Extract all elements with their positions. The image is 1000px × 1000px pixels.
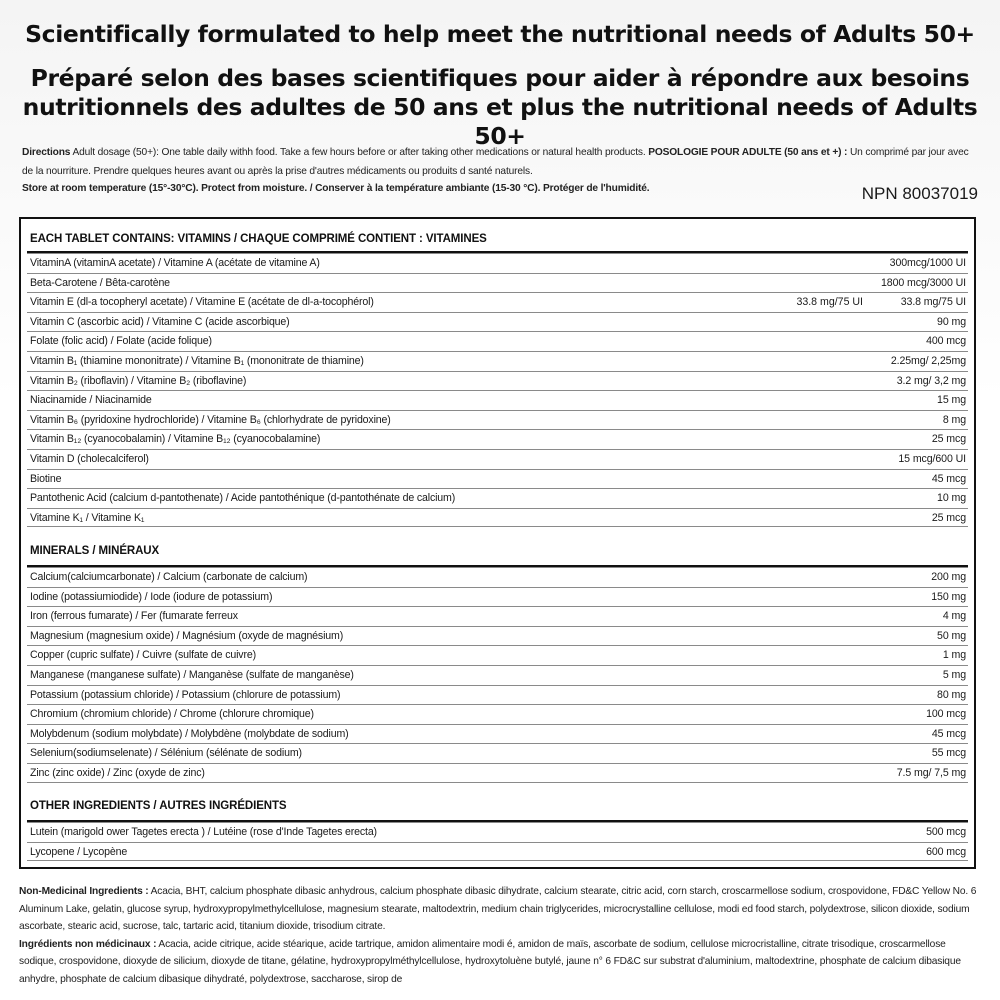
non-medicinal-en: [19, 883, 981, 936]
ingredient-row: [27, 390, 968, 410]
directions-text-en: Adult dosage (50+): One table daily withh food. Take a few hours before or after taking other medications or natural health products.: [70, 147, 649, 158]
ingredient-row: [27, 763, 968, 783]
ingredient-name: Pantothenic Acid (calcium d-pantothenate) / Acide pantothénique (d-pantothénate de calcium): [30, 492, 456, 505]
non-medicinal-label-en: Non-Medicinal Ingredients :: [19, 886, 149, 897]
non-medicinal-fr: [19, 936, 981, 989]
ingredient-name: Folate (folic acid) / Folate (acide folique): [30, 335, 212, 348]
ingredient-amount: 90 mg: [937, 315, 966, 328]
ingredient-name: Vitamin D (cholecalciferol): [30, 452, 149, 465]
ingredient-amount: 300mcg/1000 UI: [889, 257, 966, 269]
ingredient-amount: 100 mcg: [926, 708, 966, 721]
ingredient-name: Zinc (zinc oxide) / Zinc (oxyde de zinc): [30, 766, 205, 779]
headline-french: [0, 64, 1000, 151]
headline-french-line-1: Préparé selon des bases scientifiques pour aider à répondre aux besoins: [30, 64, 970, 92]
ingredient-amount: 45 mcg: [931, 472, 966, 485]
ingredient-name: Lutein (marigold ower Tagetes erecta ) / Lutéine (rose d'Inde Tagetes erecta): [30, 826, 377, 838]
vitamins-table: [27, 253, 968, 527]
ingredient-amount: 45 mcg: [931, 727, 966, 740]
ingredient-row: [27, 704, 968, 724]
ingredient-row: [27, 508, 968, 528]
ingredient-name: Molybdenum (sodium molybdate) / Molybdène (molybdate de sodium): [30, 727, 349, 740]
ingredient-amount: 1 mg: [942, 649, 966, 662]
ingredient-amount: 3.2 mg/ 3,2 mg: [896, 374, 966, 387]
ingredient-amount: 500 mcg: [926, 826, 966, 838]
ingredient-amount: 15 mcg/600 UI: [898, 452, 966, 465]
other-table: [27, 822, 968, 861]
ingredients-panel: [19, 217, 976, 869]
ingredient-row: [27, 253, 968, 273]
ingredient-name: VitaminA (vitaminA acetate) / Vitamine A (acétate de vitamine A): [30, 257, 320, 269]
ingredient-amount: 2.25mg/ 2,25mg: [890, 354, 966, 367]
ingredient-amount: 10 mg: [937, 492, 966, 505]
ingredient-row: [27, 587, 968, 607]
ingredient-name: Biotine: [30, 472, 62, 485]
ingredient-row: [27, 292, 968, 312]
ingredient-row: [27, 606, 968, 626]
ingredient-row: [27, 469, 968, 489]
ingredient-name: Vitamin E (dl-a tocopheryl acetate) / Vitamine E (acétate de dl-a-tocophérol): [30, 296, 374, 309]
vitamins-heading: EACH TABLET CONTAINS: VITAMINS / CHAQUE COMPRIMÉ CONTIENT : VITAMINES: [30, 233, 487, 245]
ingredient-row: [27, 626, 968, 646]
ingredient-amount: 50 mg: [937, 629, 966, 642]
non-medicinal-label-fr: Ingrédients non médicinaux :: [19, 938, 157, 950]
ingredient-amount: 25 mcg: [931, 511, 966, 524]
directions-text-fr: Un comprimé par jour avec de la nourriture. Prendre quelques heures avant ou après la prise d'autres médicaments ou produits d santé naturels.: [22, 147, 969, 177]
ingredient-name: Niacinamide / Niacinamide: [30, 394, 152, 407]
ingredient-name: Iron (ferrous fumarate) / Fer (fumarate ferreux: [30, 610, 238, 623]
ingredient-row: [27, 724, 968, 744]
ingredient-name: Vitamin B₆ (pyridoxine hydrochloride) / Vitamine B₆ (chlorhydrate de pyridoxine): [30, 413, 391, 426]
ingredient-amount: 400 mcg: [926, 335, 966, 348]
headline-english: Scientifically formulated to help meet the nutritional needs of Adults 50+: [25, 20, 975, 48]
ingredient-name: Beta-Carotene / Bêta-carotène: [30, 276, 170, 289]
ingredient-amount: 4 mg: [942, 610, 966, 623]
directions-text: [22, 143, 982, 181]
ingredient-row: [27, 312, 968, 332]
ingredient-amount: 200 mg: [931, 571, 966, 583]
ingredient-amount: 80 mg: [937, 688, 966, 701]
ingredient-amount: 33.8 mg/75 UI: [900, 296, 966, 309]
ingredient-name: Vitamin B₁₂ (cyanocobalamin) / Vitamine B₁₂ (cyanocobalamine): [30, 433, 321, 446]
ingredient-amount: 25 mcg: [931, 433, 966, 446]
ingredient-name: Iodine (potassiumiodide) / Iode (iodure de potassium): [30, 590, 273, 603]
ingredient-name: Copper (cupric sulfate) / Cuivre (sulfate de cuivre): [30, 649, 256, 662]
headline-french-line-2: nutritionnels des adultes de 50 ans et plus the nutritional needs of Adults 50+: [22, 93, 978, 150]
ingredient-row: [27, 273, 968, 293]
ingredient-row: [27, 410, 968, 430]
ingredient-name: Manganese (manganese sulfate) / Manganèse (sulfate de manganèse): [30, 668, 354, 681]
ingredient-row: [27, 685, 968, 705]
ingredient-name: Potassium (potassium chloride) / Potassium (chlorure de potassium): [30, 688, 341, 701]
ingredient-amount: 5 mg: [942, 668, 966, 681]
ingredient-amount-alt: 33.8 mg/75 UI: [796, 296, 863, 309]
ingredient-amount: 7.5 mg/ 7,5 mg: [896, 766, 966, 779]
ingredient-row: [27, 331, 968, 351]
ingredient-row: [27, 645, 968, 665]
ingredient-row: [27, 842, 968, 862]
ingredient-name: Magnesium (magnesium oxide) / Magnésium (oxyde de magnésium): [30, 629, 344, 642]
ingredient-name: Calcium(calciumcarbonate) / Calcium (carbonate de calcium): [30, 571, 308, 583]
minerals-heading: MINERALS / MINÉRAUX: [30, 545, 160, 557]
ingredient-name: Chromium (chromium chloride) / Chrome (chlorure chromique): [30, 708, 314, 721]
ingredient-name: Vitamine K₁ / Vitamine K₁: [30, 511, 145, 524]
non-medicinal-ingredients: [19, 883, 981, 988]
ingredient-name: Selenium(sodiumselenate) / Sélénium (sélénate de sodium): [30, 747, 302, 760]
non-medicinal-text-en: Acacia, BHT, calcium phosphate dibasic anhydrous, calcium phosphate dibasic dihydrate, calcium stearate, citric acid, corn starch, croscarmellose sodium, crospovidone, FD&C Yellow No. 6 Aluminum Lake, gelatin, glucose syrup, hydroxypropylmethylcellulose, magnesium stearate, maltodextrin, medium chain triglycerides, microcrystalline cellulose, modi ed food starch, polydextrose, silicon dioxide, sodium ascorbate, stearic acid, sucrose, talc, tartaric acid, titanium dioxide, trisodium citrate.: [19, 886, 977, 932]
ingredient-name: Vitamin B₁ (thiamine mononitrate) / Vitamine B₁ (mononitrate de thiamine): [30, 354, 364, 367]
ingredient-name: Vitamin B₂ (riboflavin) / Vitamine B₂ (riboflavine): [30, 374, 247, 387]
ingredient-amount: 15 mg: [937, 394, 966, 407]
ingredient-row: [27, 822, 968, 842]
ingredient-row: [27, 449, 968, 469]
posologie-label: POSOLOGIE POUR ADULTE (50 ans et +) :: [648, 147, 848, 158]
directions-label: Directions: [22, 147, 71, 158]
ingredient-amount: 150 mg: [931, 590, 966, 603]
ingredient-name: Lycopene / Lycopène: [30, 845, 128, 858]
ingredient-amount: 1800 mcg/3000 UI: [881, 276, 966, 289]
ingredient-row: [27, 371, 968, 391]
ingredient-name: Vitamin C (ascorbic acid) / Vitamine C (acide ascorbique): [30, 315, 290, 328]
other-heading: OTHER INGREDIENTS / AUTRES INGRÉDIENTS: [30, 800, 287, 812]
npn-number: NPN 80037019: [861, 184, 978, 203]
ingredient-amount: 600 mcg: [926, 845, 966, 858]
ingredient-row: [27, 567, 968, 587]
storage-instructions: Store at room temperature (15°-30°C). Protect from moisture. / Conserver à la température ambiante (15-30 °C). Protéger de l'humidité.: [22, 183, 650, 194]
ingredient-row: [27, 743, 968, 763]
ingredient-row: [27, 488, 968, 508]
ingredient-amount: 55 mcg: [931, 747, 966, 760]
ingredient-row: [27, 429, 968, 449]
ingredient-row: [27, 665, 968, 685]
ingredient-amount: 8 mg: [942, 413, 966, 426]
minerals-table: [27, 567, 968, 783]
non-medicinal-text-fr: Acacia, acide citrique, acide stéarique, acide tartrique, amidon alimentaire modi é, amidon de maïs, ascorbate de sodium, cellulose microcristalline, citrate trisodique, croscarmellose sodique, crospovidone, dioxyde de silicium, dioxyde de titane, gélatine, hydroxypropylméthylcellulose, hydroxytoluène butylé, jaune n° 6 FD&C sur substrat d'aluminium, maltodextrine, phosphate de calcium dibasique anhydre, phosphate de calcium dibasique dihydraté, polydextrose, saccharose, sirop de: [19, 938, 961, 985]
ingredient-row: [27, 351, 968, 371]
